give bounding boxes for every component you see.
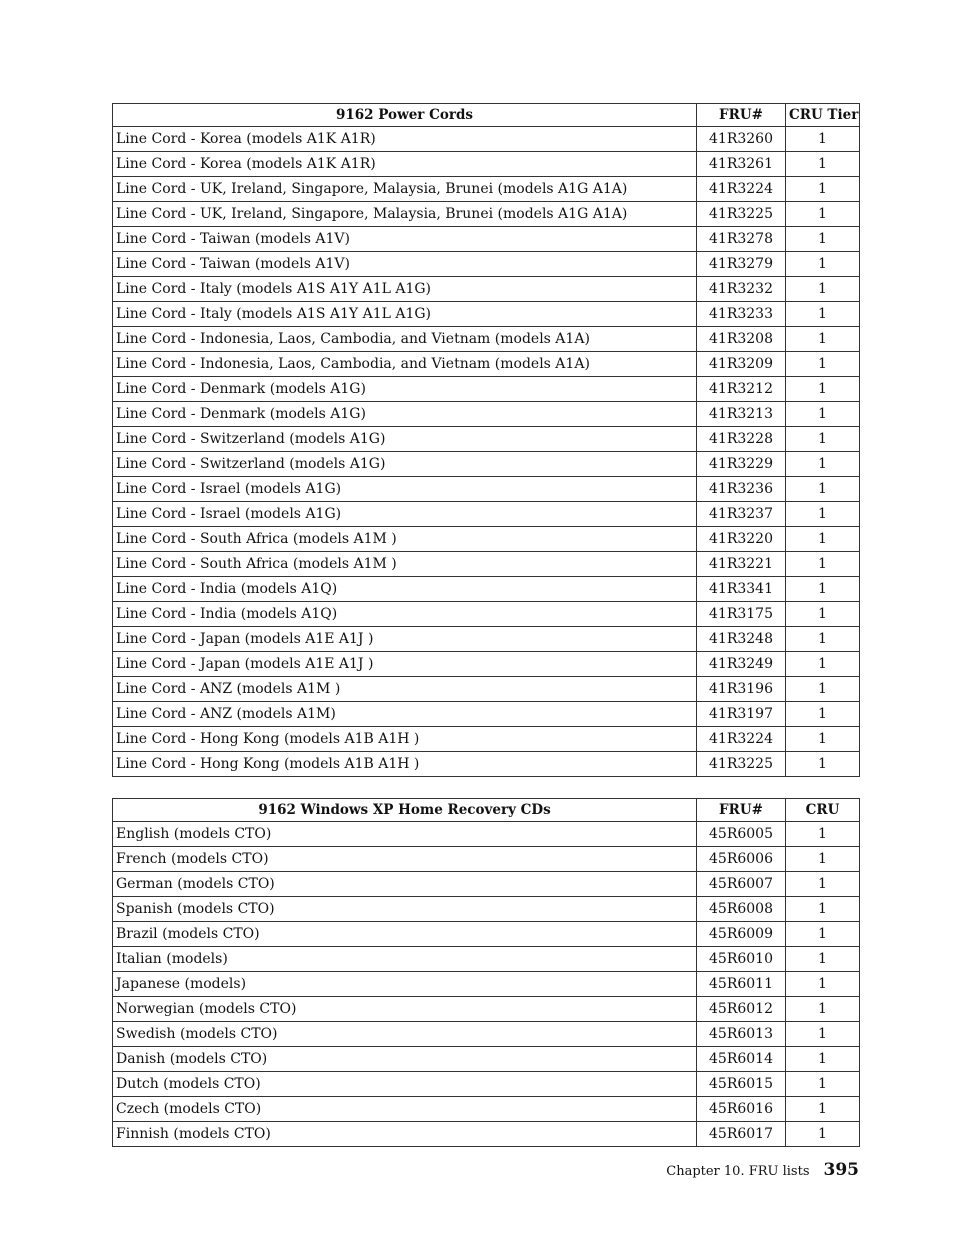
table-row — [113, 997, 860, 1022]
cell-cru: 1 — [786, 1097, 860, 1122]
cell-fru-number: 41R3233 — [697, 302, 786, 327]
cell-description: Line Cord - Italy (models A1S A1Y A1L A1G) — [113, 302, 697, 327]
table-row — [113, 377, 860, 402]
cell-description: German (models CTO) — [113, 872, 697, 897]
table-row — [113, 352, 860, 377]
cell-fru-number: 41R3232 — [697, 277, 786, 302]
cell-description: Brazil (models CTO) — [113, 922, 697, 947]
cell-description: Line Cord - Japan (models A1E A1J ) — [113, 652, 697, 677]
table-header-row — [113, 104, 860, 127]
cell-fru-number: 45R6006 — [697, 847, 786, 872]
table-row — [113, 602, 860, 627]
cell-fru-number: 41R3213 — [697, 402, 786, 427]
cell-description: Line Cord - Korea (models A1K A1R) — [113, 152, 697, 177]
cell-cru: 1 — [786, 327, 860, 352]
cell-description: Dutch (models CTO) — [113, 1072, 697, 1097]
table-row — [113, 822, 860, 847]
column-header-cru-tier: CRU Tier — [786, 104, 860, 127]
cell-fru-number: 41R3229 — [697, 452, 786, 477]
table-row — [113, 652, 860, 677]
table-row — [113, 627, 860, 652]
cell-cru: 1 — [786, 752, 860, 777]
table-row — [113, 452, 860, 477]
cell-fru-number: 41R3225 — [697, 752, 786, 777]
cell-cru: 1 — [786, 1047, 860, 1072]
cell-fru-number: 45R6005 — [697, 822, 786, 847]
cell-description: Line Cord - Korea (models A1K A1R) — [113, 127, 697, 152]
cell-cru: 1 — [786, 152, 860, 177]
cell-description: Line Cord - South Africa (models A1M ) — [113, 552, 697, 577]
cell-cru: 1 — [786, 997, 860, 1022]
table-row — [113, 152, 860, 177]
cell-fru-number: 41R3196 — [697, 677, 786, 702]
cell-cru: 1 — [786, 227, 860, 252]
cell-description: Line Cord - India (models A1Q) — [113, 577, 697, 602]
cell-cru: 1 — [786, 1122, 860, 1147]
table-row — [113, 972, 860, 997]
cell-fru-number: 41R3209 — [697, 352, 786, 377]
table-row — [113, 727, 860, 752]
column-header-description: 9162 Windows XP Home Recovery CDs — [113, 799, 697, 822]
cell-cru: 1 — [786, 947, 860, 972]
cell-description: English (models CTO) — [113, 822, 697, 847]
table-row — [113, 1022, 860, 1047]
cell-cru: 1 — [786, 897, 860, 922]
cell-cru: 1 — [786, 477, 860, 502]
cell-cru: 1 — [786, 502, 860, 527]
cell-description: Line Cord - Taiwan (models A1V) — [113, 227, 697, 252]
cell-fru-number: 41R3341 — [697, 577, 786, 602]
cell-description: Italian (models) — [113, 947, 697, 972]
cell-description: Line Cord - Japan (models A1E A1J ) — [113, 627, 697, 652]
cell-fru-number: 41R3224 — [697, 177, 786, 202]
table-row — [113, 252, 860, 277]
cell-fru-number: 41R3208 — [697, 327, 786, 352]
cell-description: Line Cord - ANZ (models A1M) — [113, 702, 697, 727]
cell-fru-number: 41R3212 — [697, 377, 786, 402]
table-row — [113, 847, 860, 872]
cell-cru: 1 — [786, 1022, 860, 1047]
cell-fru-number: 41R3224 — [697, 727, 786, 752]
table-row — [113, 327, 860, 352]
table-row — [113, 302, 860, 327]
cell-description: Line Cord - Switzerland (models A1G) — [113, 427, 697, 452]
cell-fru-number: 41R3237 — [697, 502, 786, 527]
cell-fru-number: 45R6014 — [697, 1047, 786, 1072]
cell-cru: 1 — [786, 427, 860, 452]
table-row — [113, 427, 860, 452]
cell-fru-number: 41R3197 — [697, 702, 786, 727]
cell-cru: 1 — [786, 202, 860, 227]
cell-fru-number: 41R3236 — [697, 477, 786, 502]
column-header-cru: CRU — [786, 799, 860, 822]
cell-description: French (models CTO) — [113, 847, 697, 872]
cell-description: Line Cord - South Africa (models A1M ) — [113, 527, 697, 552]
table-row — [113, 1072, 860, 1097]
cell-description: Line Cord - UK, Ireland, Singapore, Malaysia, Brunei (models A1G A1A) — [113, 177, 697, 202]
table-row — [113, 227, 860, 252]
table-row — [113, 202, 860, 227]
cell-fru-number: 41R3260 — [697, 127, 786, 152]
cell-cru: 1 — [786, 972, 860, 997]
cell-cru: 1 — [786, 527, 860, 552]
column-header-fru: FRU# — [697, 104, 786, 127]
column-header-description: 9162 Power Cords — [113, 104, 697, 127]
table-row — [113, 402, 860, 427]
cell-cru: 1 — [786, 602, 860, 627]
table-row — [113, 527, 860, 552]
table-row — [113, 552, 860, 577]
cell-fru-number: 41R3175 — [697, 602, 786, 627]
table-header-row — [113, 799, 860, 822]
cell-fru-number: 45R6011 — [697, 972, 786, 997]
cell-cru: 1 — [786, 822, 860, 847]
cell-cru: 1 — [786, 252, 860, 277]
cell-cru: 1 — [786, 402, 860, 427]
cell-description: Swedish (models CTO) — [113, 1022, 697, 1047]
table-row — [113, 947, 860, 972]
cell-cru: 1 — [786, 702, 860, 727]
cell-fru-number: 41R3248 — [697, 627, 786, 652]
table-row — [113, 1047, 860, 1072]
cell-fru-number: 41R3228 — [697, 427, 786, 452]
cell-description: Line Cord - Taiwan (models A1V) — [113, 252, 697, 277]
cell-cru: 1 — [786, 452, 860, 477]
cell-fru-number: 45R6007 — [697, 872, 786, 897]
cell-description: Spanish (models CTO) — [113, 897, 697, 922]
cell-description: Line Cord - India (models A1Q) — [113, 602, 697, 627]
cell-description: Line Cord - Italy (models A1S A1Y A1L A1G) — [113, 277, 697, 302]
cell-fru-number: 41R3225 — [697, 202, 786, 227]
table-row — [113, 1097, 860, 1122]
power-cords-body — [113, 127, 860, 777]
cell-description: Line Cord - UK, Ireland, Singapore, Malaysia, Brunei (models A1G A1A) — [113, 202, 697, 227]
cell-cru: 1 — [786, 872, 860, 897]
cell-description: Line Cord - Israel (models A1G) — [113, 477, 697, 502]
cell-fru-number: 41R3278 — [697, 227, 786, 252]
cell-description: Line Cord - Israel (models A1G) — [113, 502, 697, 527]
cell-cru: 1 — [786, 922, 860, 947]
table-row — [113, 127, 860, 152]
cell-fru-number: 41R3261 — [697, 152, 786, 177]
cell-cru: 1 — [786, 577, 860, 602]
recovery-cds-body — [113, 822, 860, 1147]
cell-description: Line Cord - Indonesia, Laos, Cambodia, and Vietnam (models A1A) — [113, 352, 697, 377]
cell-fru-number: 45R6017 — [697, 1122, 786, 1147]
cell-description: Finnish (models CTO) — [113, 1122, 697, 1147]
cell-cru: 1 — [786, 377, 860, 402]
chapter-label: Chapter 10. FRU lists — [666, 1164, 810, 1179]
cell-fru-number: 41R3249 — [697, 652, 786, 677]
table-row — [113, 872, 860, 897]
table-row — [113, 677, 860, 702]
power-cords-table — [112, 103, 860, 777]
cell-fru-number: 41R3279 — [697, 252, 786, 277]
cell-fru-number: 45R6009 — [697, 922, 786, 947]
table-row — [113, 1122, 860, 1147]
table-row — [113, 477, 860, 502]
cell-description: Line Cord - Hong Kong (models A1B A1H ) — [113, 752, 697, 777]
cell-fru-number: 45R6012 — [697, 997, 786, 1022]
cell-fru-number: 41R3221 — [697, 552, 786, 577]
table-row — [113, 752, 860, 777]
cell-fru-number: 45R6008 — [697, 897, 786, 922]
cell-fru-number: 45R6010 — [697, 947, 786, 972]
cell-cru: 1 — [786, 127, 860, 152]
cell-cru: 1 — [786, 727, 860, 752]
cell-fru-number: 45R6015 — [697, 1072, 786, 1097]
cell-description: Czech (models CTO) — [113, 1097, 697, 1122]
cell-fru-number: 41R3220 — [697, 527, 786, 552]
cell-description: Line Cord - Hong Kong (models A1B A1H ) — [113, 727, 697, 752]
cell-description: Line Cord - Indonesia, Laos, Cambodia, and Vietnam (models A1A) — [113, 327, 697, 352]
cell-cru: 1 — [786, 627, 860, 652]
table-row — [113, 702, 860, 727]
cell-cru: 1 — [786, 352, 860, 377]
cell-cru: 1 — [786, 1072, 860, 1097]
recovery-cds-table — [112, 798, 860, 1147]
page-footer — [666, 1160, 859, 1180]
table-row — [113, 502, 860, 527]
cell-cru: 1 — [786, 677, 860, 702]
table-row — [113, 177, 860, 202]
cell-cru: 1 — [786, 652, 860, 677]
column-header-fru: FRU# — [697, 799, 786, 822]
cell-cru: 1 — [786, 277, 860, 302]
cell-description: Line Cord - Switzerland (models A1G) — [113, 452, 697, 477]
cell-description: Line Cord - Denmark (models A1G) — [113, 377, 697, 402]
table-row — [113, 897, 860, 922]
cell-description: Line Cord - Denmark (models A1G) — [113, 402, 697, 427]
cell-description: Line Cord - ANZ (models A1M ) — [113, 677, 697, 702]
cell-description: Japanese (models) — [113, 972, 697, 997]
table-row — [113, 577, 860, 602]
cell-description: Norwegian (models CTO) — [113, 997, 697, 1022]
cell-fru-number: 45R6016 — [697, 1097, 786, 1122]
cell-cru: 1 — [786, 847, 860, 872]
cell-cru: 1 — [786, 177, 860, 202]
cell-fru-number: 45R6013 — [697, 1022, 786, 1047]
page-number: 395 — [823, 1160, 859, 1180]
table-row — [113, 277, 860, 302]
cell-description: Danish (models CTO) — [113, 1047, 697, 1072]
table-row — [113, 922, 860, 947]
cell-cru: 1 — [786, 302, 860, 327]
cell-cru: 1 — [786, 552, 860, 577]
